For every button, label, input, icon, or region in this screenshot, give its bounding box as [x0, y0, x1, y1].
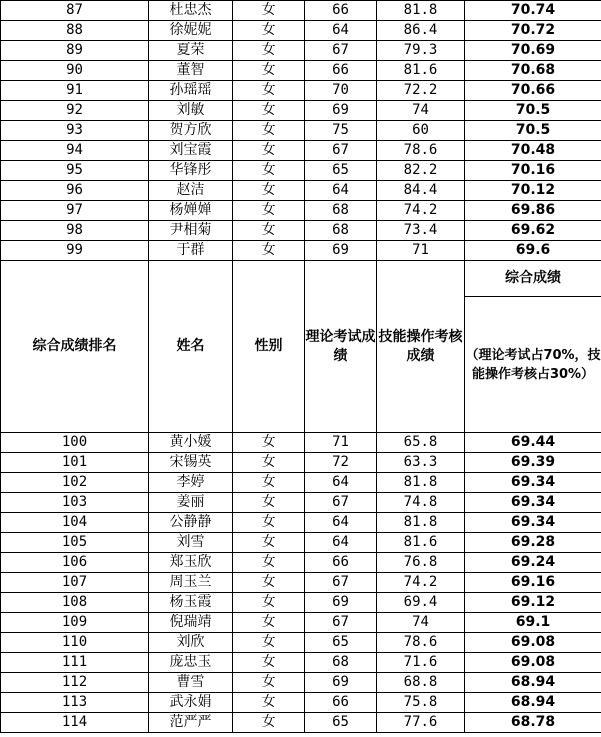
gender-cell: 女 — [233, 633, 305, 653]
theory-cell: 66 — [305, 61, 377, 81]
gender-cell: 女 — [233, 613, 305, 633]
gender-cell: 女 — [233, 653, 305, 673]
header-skill: 技能操作考核成绩 — [377, 261, 465, 433]
gender-cell: 女 — [233, 713, 305, 733]
name-cell: 范严严 — [149, 713, 233, 733]
total-cell: 68.94 — [465, 693, 601, 713]
rank-cell: 103 — [1, 493, 149, 513]
gender-cell: 女 — [233, 221, 305, 241]
skill-cell: 71.6 — [377, 653, 465, 673]
total-cell: 69.12 — [465, 593, 601, 613]
rank-cell: 94 — [1, 141, 149, 161]
rank-cell: 107 — [1, 573, 149, 593]
table-header — [1, 261, 601, 433]
theory-cell: 69 — [305, 101, 377, 121]
skill-cell: 72.2 — [377, 81, 465, 101]
total-cell: 68.78 — [465, 713, 601, 733]
total-cell: 69.34 — [465, 473, 601, 493]
table-row — [1, 41, 601, 61]
theory-cell: 69 — [305, 673, 377, 693]
skill-cell: 74 — [377, 613, 465, 633]
table-row — [1, 613, 601, 633]
skill-cell: 60 — [377, 121, 465, 141]
gender-cell: 女 — [233, 533, 305, 553]
skill-cell: 69.4 — [377, 593, 465, 613]
name-cell: 杜忠杰 — [149, 1, 233, 21]
name-cell: 姜丽 — [149, 493, 233, 513]
total-cell: 68.94 — [465, 673, 601, 693]
skill-cell: 82.2 — [377, 161, 465, 181]
table-row — [1, 553, 601, 573]
skill-cell: 84.4 — [377, 181, 465, 201]
header-total: 综合成绩 — [465, 261, 601, 297]
total-cell: 69.34 — [465, 513, 601, 533]
name-cell: 曹雪 — [149, 673, 233, 693]
name-cell: 华锋彤 — [149, 161, 233, 181]
skill-cell: 65.8 — [377, 433, 465, 453]
table-row — [1, 221, 601, 241]
rank-cell: 106 — [1, 553, 149, 573]
rank-cell: 104 — [1, 513, 149, 533]
name-cell: 赵洁 — [149, 181, 233, 201]
total-cell: 70.5 — [465, 101, 601, 121]
total-cell: 69.44 — [465, 433, 601, 453]
name-cell: 刘宝霞 — [149, 141, 233, 161]
table-row — [1, 161, 601, 181]
theory-cell: 67 — [305, 573, 377, 593]
total-cell: 69.86 — [465, 201, 601, 221]
header-rank: 综合成绩排名 — [1, 261, 149, 433]
table-row — [1, 713, 601, 733]
skill-cell: 77.6 — [377, 713, 465, 733]
gender-cell: 女 — [233, 241, 305, 261]
table-row — [1, 181, 601, 201]
theory-cell: 67 — [305, 613, 377, 633]
rank-cell: 88 — [1, 21, 149, 41]
total-cell: 69.24 — [465, 553, 601, 573]
theory-cell: 64 — [305, 181, 377, 201]
name-cell: 黄小媛 — [149, 433, 233, 453]
gender-cell: 女 — [233, 81, 305, 101]
gender-cell: 女 — [233, 41, 305, 61]
total-cell: 70.5 — [465, 121, 601, 141]
skill-cell: 68.8 — [377, 673, 465, 693]
theory-cell: 69 — [305, 593, 377, 613]
theory-cell: 66 — [305, 553, 377, 573]
gender-cell: 女 — [233, 121, 305, 141]
theory-cell: 65 — [305, 161, 377, 181]
total-cell: 70.72 — [465, 21, 601, 41]
rank-cell: 93 — [1, 121, 149, 141]
skill-cell: 81.8 — [377, 513, 465, 533]
rank-cell: 99 — [1, 241, 149, 261]
total-cell: 69.62 — [465, 221, 601, 241]
rank-cell: 87 — [1, 1, 149, 21]
rank-cell: 108 — [1, 593, 149, 613]
rank-cell: 91 — [1, 81, 149, 101]
skill-cell: 86.4 — [377, 21, 465, 41]
rank-cell: 90 — [1, 61, 149, 81]
skill-cell: 78.6 — [377, 141, 465, 161]
rank-cell: 92 — [1, 101, 149, 121]
theory-cell: 64 — [305, 533, 377, 553]
gender-cell: 女 — [233, 21, 305, 41]
skill-cell: 74.2 — [377, 201, 465, 221]
name-cell: 公静静 — [149, 513, 233, 533]
total-cell: 69.39 — [465, 453, 601, 473]
theory-cell: 68 — [305, 221, 377, 241]
theory-cell: 75 — [305, 121, 377, 141]
rank-cell: 96 — [1, 181, 149, 201]
rank-cell: 101 — [1, 453, 149, 473]
skill-cell: 81.8 — [377, 1, 465, 21]
gender-cell: 女 — [233, 673, 305, 693]
table-row — [1, 573, 601, 593]
total-cell: 70.16 — [465, 161, 601, 181]
table-row — [1, 513, 601, 533]
theory-cell: 66 — [305, 1, 377, 21]
name-cell: 孙瑶瑶 — [149, 81, 233, 101]
gender-cell: 女 — [233, 453, 305, 473]
table-body-bottom — [1, 433, 601, 733]
gender-cell: 女 — [233, 1, 305, 21]
total-cell: 70.74 — [465, 1, 601, 21]
total-cell: 69.1 — [465, 613, 601, 633]
table-row — [1, 653, 601, 673]
gender-cell: 女 — [233, 101, 305, 121]
theory-cell: 66 — [305, 693, 377, 713]
theory-cell: 67 — [305, 141, 377, 161]
skill-cell: 74 — [377, 101, 465, 121]
name-cell: 夏荣 — [149, 41, 233, 61]
total-cell: 69.28 — [465, 533, 601, 553]
header-total-note: （理论考试占70%，技能操作考核占30%） — [465, 297, 601, 433]
gender-cell: 女 — [233, 693, 305, 713]
rank-cell: 111 — [1, 653, 149, 673]
skill-cell: 79.3 — [377, 41, 465, 61]
gender-cell: 女 — [233, 513, 305, 533]
table-row — [1, 593, 601, 613]
table-row — [1, 201, 601, 221]
rank-cell: 89 — [1, 41, 149, 61]
theory-cell: 72 — [305, 453, 377, 473]
table-row — [1, 121, 601, 141]
theory-cell: 70 — [305, 81, 377, 101]
table-row — [1, 141, 601, 161]
table-row — [1, 693, 601, 713]
rank-cell: 102 — [1, 473, 149, 493]
name-cell: 刘欣 — [149, 633, 233, 653]
header-name: 姓名 — [149, 261, 233, 433]
name-cell: 庞忠玉 — [149, 653, 233, 673]
header-theory: 理论考试成绩 — [305, 261, 377, 433]
skill-cell: 75.8 — [377, 693, 465, 713]
gender-cell: 女 — [233, 141, 305, 161]
total-cell: 70.48 — [465, 141, 601, 161]
total-cell: 70.12 — [465, 181, 601, 201]
name-cell: 尹相菊 — [149, 221, 233, 241]
table-row — [1, 453, 601, 473]
total-cell: 69.08 — [465, 633, 601, 653]
skill-cell: 74.8 — [377, 493, 465, 513]
theory-cell: 67 — [305, 41, 377, 61]
gender-cell: 女 — [233, 573, 305, 593]
gender-cell: 女 — [233, 473, 305, 493]
total-cell: 70.68 — [465, 61, 601, 81]
rank-cell: 112 — [1, 673, 149, 693]
table-row — [1, 473, 601, 493]
theory-cell: 68 — [305, 201, 377, 221]
name-cell: 刘敏 — [149, 101, 233, 121]
gender-cell: 女 — [233, 593, 305, 613]
skill-cell: 74.2 — [377, 573, 465, 593]
total-cell: 69.34 — [465, 493, 601, 513]
name-cell: 周玉兰 — [149, 573, 233, 593]
name-cell: 李婷 — [149, 473, 233, 493]
skill-cell: 78.6 — [377, 633, 465, 653]
table-row — [1, 241, 601, 261]
table-row — [1, 493, 601, 513]
skill-cell: 73.4 — [377, 221, 465, 241]
theory-cell: 64 — [305, 21, 377, 41]
rank-cell: 109 — [1, 613, 149, 633]
theory-cell: 67 — [305, 493, 377, 513]
gender-cell: 女 — [233, 161, 305, 181]
name-cell: 郑玉欣 — [149, 553, 233, 573]
rank-cell: 98 — [1, 221, 149, 241]
skill-cell: 81.8 — [377, 473, 465, 493]
skill-cell: 63.3 — [377, 453, 465, 473]
gender-cell: 女 — [233, 433, 305, 453]
table-row — [1, 1, 601, 21]
theory-cell: 64 — [305, 473, 377, 493]
gender-cell: 女 — [233, 61, 305, 81]
rank-cell: 95 — [1, 161, 149, 181]
header-gender: 性别 — [233, 261, 305, 433]
name-cell: 徐妮妮 — [149, 21, 233, 41]
theory-cell: 65 — [305, 713, 377, 733]
name-cell: 董智 — [149, 61, 233, 81]
table-row — [1, 81, 601, 101]
theory-cell: 65 — [305, 633, 377, 653]
rank-cell: 105 — [1, 533, 149, 553]
rank-cell: 97 — [1, 201, 149, 221]
theory-cell: 68 — [305, 653, 377, 673]
name-cell: 于群 — [149, 241, 233, 261]
rank-cell: 114 — [1, 713, 149, 733]
total-cell: 70.69 — [465, 41, 601, 61]
skill-cell: 81.6 — [377, 61, 465, 81]
total-cell: 69.16 — [465, 573, 601, 593]
total-cell: 69.08 — [465, 653, 601, 673]
table-body-top — [1, 1, 601, 261]
table-row — [1, 673, 601, 693]
name-cell: 杨婵婵 — [149, 201, 233, 221]
theory-cell: 69 — [305, 241, 377, 261]
total-cell: 69.6 — [465, 241, 601, 261]
name-cell: 杨玉霞 — [149, 593, 233, 613]
gender-cell: 女 — [233, 181, 305, 201]
table-row — [1, 633, 601, 653]
rank-cell: 100 — [1, 433, 149, 453]
table-row — [1, 433, 601, 453]
table-row — [1, 101, 601, 121]
table-row — [1, 21, 601, 41]
skill-cell: 81.6 — [377, 533, 465, 553]
name-cell: 武永娟 — [149, 693, 233, 713]
theory-cell: 71 — [305, 433, 377, 453]
rank-cell: 113 — [1, 693, 149, 713]
name-cell: 刘雪 — [149, 533, 233, 553]
gender-cell: 女 — [233, 201, 305, 221]
total-cell: 70.66 — [465, 81, 601, 101]
gender-cell: 女 — [233, 493, 305, 513]
table-row — [1, 61, 601, 81]
rank-cell: 110 — [1, 633, 149, 653]
name-cell: 倪瑞靖 — [149, 613, 233, 633]
theory-cell: 64 — [305, 513, 377, 533]
name-cell: 宋锡英 — [149, 453, 233, 473]
skill-cell: 76.8 — [377, 553, 465, 573]
table-row — [1, 533, 601, 553]
skill-cell: 71 — [377, 241, 465, 261]
gender-cell: 女 — [233, 553, 305, 573]
name-cell: 贺方欣 — [149, 121, 233, 141]
